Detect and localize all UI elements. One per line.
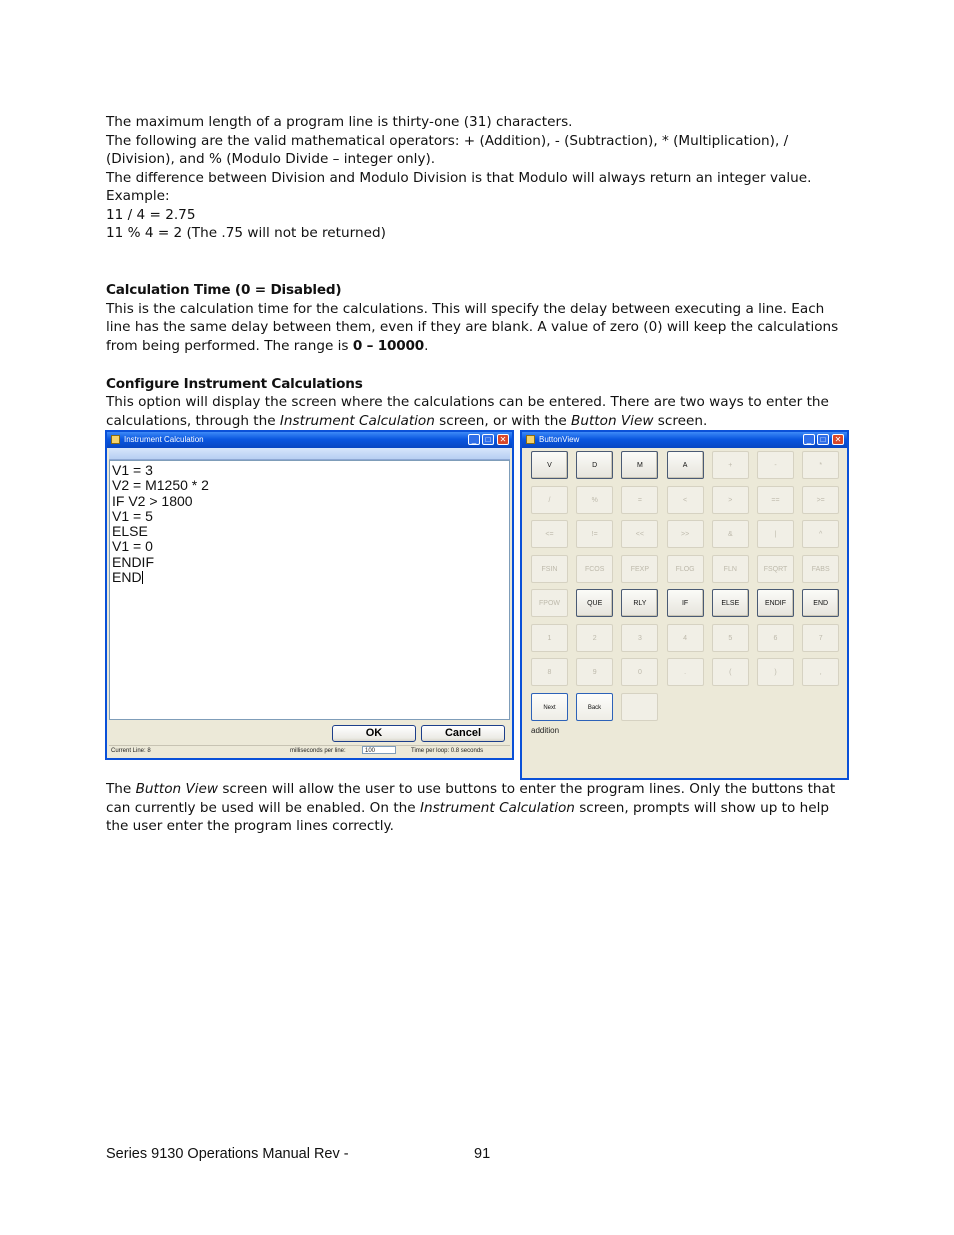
configure-line-2-e: screen. (653, 412, 708, 429)
key-button: + (712, 451, 749, 479)
configure-line-2-b: Instrument Calculation (279, 412, 435, 429)
outro-line-1-b: Button View (135, 781, 219, 797)
calc-window-title: Instrument Calculation (124, 435, 204, 444)
key-button: 9 (576, 658, 613, 686)
key-button: , (802, 658, 839, 686)
code-line: V2 = M1250 * 2 (112, 477, 209, 494)
key-button: < (667, 486, 704, 514)
intro-line-7: 11 % 4 = 2 (The .75 will not be returned) (106, 225, 386, 241)
intro-line-5: Example: (106, 188, 170, 204)
minimize-icon[interactable]: _ (468, 434, 480, 445)
intro-line-1: The maximum length of a program line is thirty-one (31) characters. (106, 114, 573, 130)
key-button: & (712, 520, 749, 548)
footer-page-number: 91 (474, 1146, 491, 1162)
key-button: ) (757, 658, 794, 686)
key-button: FABS (802, 555, 839, 583)
calc-time-range: 0 – 10000 (352, 337, 425, 354)
configure-heading: Configure Instrument Calculations (106, 375, 363, 392)
calc-time-line-3-post: . (424, 337, 429, 354)
code-line: IF V2 > 1800 (112, 492, 193, 509)
blank-button (621, 693, 658, 721)
code-line: V1 = 0 (112, 538, 153, 555)
key-button: / (531, 486, 568, 514)
buttonview-title: ButtonView (539, 435, 580, 444)
intro-line-4: The difference between Division and Modulo Division is that Modulo will always return an integer value. (106, 169, 812, 186)
button-view-window (520, 430, 849, 780)
key-button[interactable]: ELSE (712, 589, 749, 617)
intro-line-2: The following are the valid mathematical operators: + (Addition), - (Subtraction), * (Multiplication), / (106, 132, 789, 149)
instrument-calculation-window (105, 430, 514, 760)
key-button: 8 (531, 658, 568, 686)
text-caret (142, 571, 143, 584)
key-button: FEXP (621, 555, 658, 583)
key-button: = (621, 486, 658, 514)
calc-time-line-1: This is the calculation time for the calculations. This will specify the delay between executing a line. Each (106, 300, 825, 317)
calc-time-heading: Calculation Time (0 = Disabled) (106, 282, 342, 298)
key-button: 5 (712, 624, 749, 652)
status-current-line: Current Line: 8 (111, 748, 151, 754)
outro-line-1 (106, 780, 835, 799)
calc-window-titlebar[interactable] (107, 432, 512, 448)
calc-time-line-3-pre: from being performed. The range is (106, 337, 353, 354)
calc-status-bar (109, 745, 510, 757)
key-button: - (757, 451, 794, 479)
key-button: != (576, 520, 613, 548)
key-button: FSIN (531, 555, 568, 583)
key-button: | (757, 520, 794, 548)
key-button[interactable]: ENDIF (757, 589, 794, 617)
key-button: == (757, 486, 794, 514)
outro-line-2-c: screen, prompts will show up to help (574, 799, 830, 816)
outro-line-2-a: can currently be used will be enabled. On the (106, 799, 420, 816)
status-ms-label: milliseconds per line: (290, 748, 346, 754)
calc-editor[interactable] (109, 460, 510, 720)
minimize-icon[interactable]: _ (803, 434, 815, 445)
code-line-last-text: END (112, 569, 142, 586)
ms-per-line-input[interactable]: 100 (362, 746, 396, 754)
key-button: 1 (531, 624, 568, 652)
key-button[interactable]: QUE (576, 589, 613, 617)
addition-label: addition (531, 726, 560, 735)
key-button[interactable]: A (667, 451, 704, 479)
key-button: << (621, 520, 658, 548)
cancel-button[interactable]: Cancel (421, 725, 505, 742)
calc-time-line-3 (106, 337, 428, 356)
key-button[interactable]: END (802, 589, 839, 617)
configure-line-2 (106, 412, 707, 431)
key-button[interactable]: D (576, 451, 613, 479)
key-button: 6 (757, 624, 794, 652)
calc-time-line-2: line has the same delay between them, even if they are blank. A value of zero (0) will keep the calculations (106, 319, 839, 335)
prompt-bar (109, 448, 510, 460)
key-button: 4 (667, 624, 704, 652)
key-button: >= (802, 486, 839, 514)
key-button: FPOW (531, 589, 568, 617)
outro-line-2 (106, 799, 829, 818)
key-button: FCOS (576, 555, 613, 583)
code-line: ENDIF (112, 553, 154, 570)
key-button: FSQRT (757, 555, 794, 583)
code-line-last (112, 570, 507, 585)
key-button: 2 (576, 624, 613, 652)
status-time-per-loop: Time per loop: 0.8 seconds (411, 748, 484, 754)
app-icon (111, 435, 120, 444)
key-button[interactable]: IF (667, 589, 704, 617)
configure-line-1: This option will display the screen where the calculations can be entered. There are two ways to enter the (106, 394, 829, 410)
key-button: ( (712, 658, 749, 686)
buttonview-titlebar[interactable] (522, 432, 847, 448)
key-button: >> (667, 520, 704, 548)
code-line: ELSE (112, 523, 148, 540)
maximize-icon[interactable]: □ (817, 434, 829, 445)
key-button[interactable]: RLY (621, 589, 658, 617)
key-button: ^ (802, 520, 839, 548)
configure-line-2-a: calculations, through the (106, 412, 280, 429)
key-button[interactable]: V (531, 451, 568, 479)
key-button: 3 (621, 624, 658, 652)
outro-line-1-c: screen will allow the user to use buttons to enter the program lines. Only the buttons that (218, 781, 836, 797)
key-button[interactable]: M (621, 451, 658, 479)
maximize-icon[interactable]: □ (482, 434, 494, 445)
footer-manual-title: Series 9130 Operations Manual Rev - (106, 1146, 349, 1162)
key-button: <= (531, 520, 568, 548)
code-line: V1 = 5 (112, 507, 153, 524)
outro-line-1-a: The (106, 781, 136, 797)
key-button: % (576, 486, 613, 514)
key-button: * (802, 451, 839, 479)
outro-line-3: the user enter the program lines correctly. (106, 818, 394, 834)
key-button: FLOG (667, 555, 704, 583)
code-line: V1 = 3 (112, 462, 153, 478)
key-button: 7 (802, 624, 839, 652)
key-button: FLN (712, 555, 749, 583)
outro-line-2-b: Instrument Calculation (419, 799, 575, 816)
key-button: > (712, 486, 749, 514)
app-icon (526, 435, 535, 444)
back-button[interactable]: Back (576, 693, 613, 721)
next-button[interactable]: Next (531, 693, 568, 721)
key-button: . (667, 658, 704, 686)
configure-line-2-d: Button View (571, 412, 654, 429)
key-button: 0 (621, 658, 658, 686)
ok-button[interactable]: OK (332, 725, 416, 742)
configure-line-2-c: screen, or with the (434, 412, 572, 429)
close-icon[interactable]: ✕ (497, 434, 509, 445)
intro-line-3: (Division), and % (Modulo Divide – integer only). (106, 151, 436, 167)
close-icon[interactable]: ✕ (832, 434, 844, 445)
intro-line-6: 11 / 4 = 2.75 (106, 206, 196, 223)
